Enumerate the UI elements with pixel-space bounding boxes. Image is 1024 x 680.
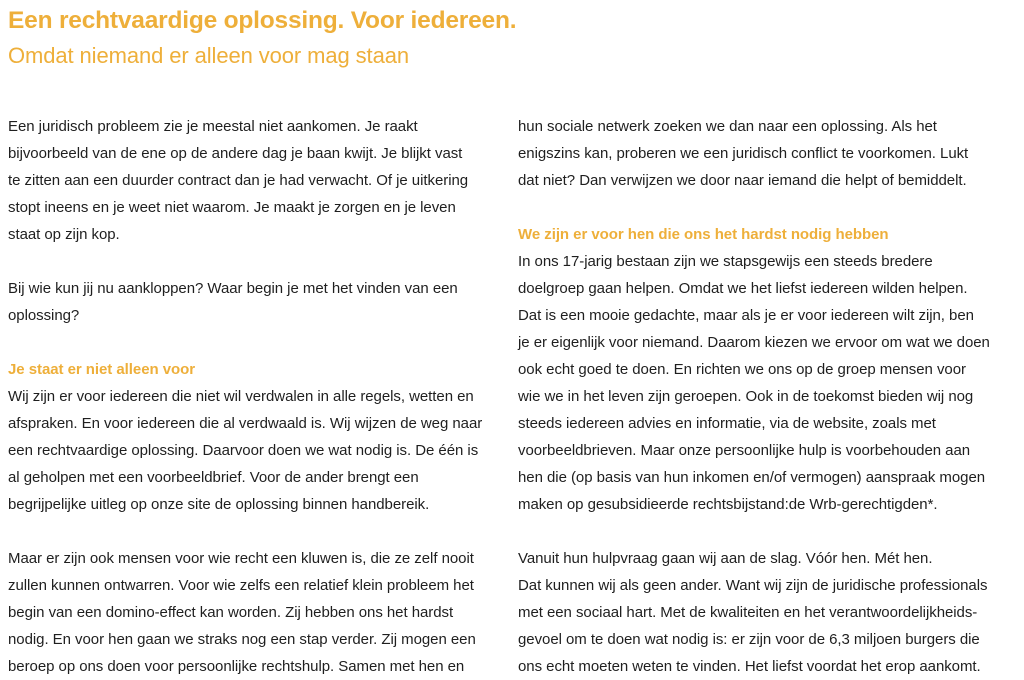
left-subheading: Je staat er niet alleen voor (8, 361, 196, 378)
right-paragraph-1 (518, 113, 1004, 194)
text-line: steeds iedereen advies en informatie, via de website, zoals met (518, 415, 936, 432)
text-line: te zitten aan een duurder contract dan je had verwacht. Of je uitkering (8, 172, 469, 189)
text-line: zullen kunnen ontwarren. Voor wie zelfs een relatief klein probleem het (8, 577, 474, 594)
text-line: Een juridisch probleem zie je meestal niet aankomen. Je raakt (8, 118, 418, 135)
right-paragraph-2 (518, 248, 1004, 518)
page-subtitle: Omdat niemand er alleen voor mag staan (8, 43, 409, 68)
text-line: dat niet? Dan verwijzen we door naar iemand die helpt of bemiddelt. (518, 172, 967, 189)
text-line: Wij zijn er voor iedereen die niet wil verdwalen in alle regels, wetten en (8, 388, 474, 405)
text-line: voorbeeldbrieven. Maar onze persoonlijke hulp is voorbehouden aan (518, 442, 971, 459)
text-line: gevoel om te doen wat nodig is: er zijn voor de 6,3 miljoen burgers die (518, 631, 980, 648)
text-line: Maar er zijn ook mensen voor wie recht een kluwen is, die ze zelf nooit (8, 550, 474, 567)
two-column-body (0, 113, 1024, 675)
text-line: beroep op ons doen voor persoonlijke rechtshulp. Samen met hen en (8, 658, 465, 675)
text-line: begrijpelijke uitleg op onze site de oplossing binnen handbereik. (8, 496, 430, 513)
right-paragraph-3 (518, 545, 1004, 680)
text-line: Vanuit hun hulpvraag gaan wij aan de slag. Vóór hen. Mét hen. (518, 550, 933, 567)
text-line: oplossing? (8, 307, 80, 324)
text-line: bijvoorbeeld van de ene op de andere dag je baan kwijt. Je blijkt vast (8, 145, 463, 162)
text-line: maken op gesubsidieerde rechtsbijstand:de Wrb-gerechtigden*. (518, 496, 938, 513)
left-paragraph-1 (8, 113, 492, 248)
right-subheading: We zijn er voor hen die ons het hardst nodig hebben (518, 226, 889, 243)
text-line: In ons 17-jarig bestaan zijn we stapsgewijs een steeds bredere (518, 253, 933, 270)
text-line: enigszins kan, proberen we een juridisch conflict te voorkomen. Lukt (518, 145, 969, 162)
text-line: ook echt goed te doen. En richten we ons op de groep mensen voor (518, 361, 966, 378)
text-line: staat op zijn kop. (8, 226, 120, 243)
text-line: Bij wie kun jij nu aankloppen? Waar begin je met het vinden van een (8, 280, 458, 297)
text-line: hen die (op basis van hun inkomen en/of vermogen) aanspraak mogen (518, 469, 986, 486)
text-line: Dat is een mooie gedachte, maar als je er voor iedereen wilt zijn, ben (518, 307, 974, 324)
left-paragraph-4 (8, 545, 492, 680)
text-line: afspraken. En voor iedereen die al verdwaald is. Wij wijzen de weg naar (8, 415, 483, 432)
text-line: met een sociaal hart. Met de kwaliteiten en het verantwoordelijkheids- (518, 604, 978, 621)
text-line: nodig. En voor hen gaan we straks nog een stap verder. Zij mogen een (8, 631, 476, 648)
page-header (8, 4, 1008, 72)
left-column (8, 113, 492, 680)
right-column (518, 113, 1004, 680)
text-line: een rechtvaardige oplossing. Daarvoor doen we wat nodig is. De één is (8, 442, 479, 459)
text-line: ons echt moeten weten te vinden. Het liefst voordat het erop aankomt. (518, 658, 981, 675)
page-title: Een rechtvaardige oplossing. Voor iedereen. (8, 7, 517, 34)
left-paragraph-2 (8, 275, 492, 329)
text-line: je er eigenlijk voor niemand. Daarom kiezen we ervoor om wat we doen (518, 334, 990, 351)
text-line: doelgroep gaan helpen. Omdat we het liefst iedereen wilden helpen. (518, 280, 968, 297)
text-line: wie we in het leven zijn geroepen. Ook in de toekomst bieden wij nog (518, 388, 974, 405)
text-line: begin van een domino-effect kan worden. Zij hebben ons het hardst (8, 604, 454, 621)
text-line: Dat kunnen wij als geen ander. Want wij zijn de juridische professionals (518, 577, 988, 594)
text-line: stopt ineens en je weet niet waarom. Je maakt je zorgen en je leven (8, 199, 456, 216)
text-line: al geholpen met een voorbeeldbrief. Voor de ander brengt een (8, 469, 419, 486)
left-paragraph-3 (8, 383, 492, 518)
text-line: hun sociale netwerk zoeken we dan naar een oplossing. Als het (518, 118, 937, 135)
